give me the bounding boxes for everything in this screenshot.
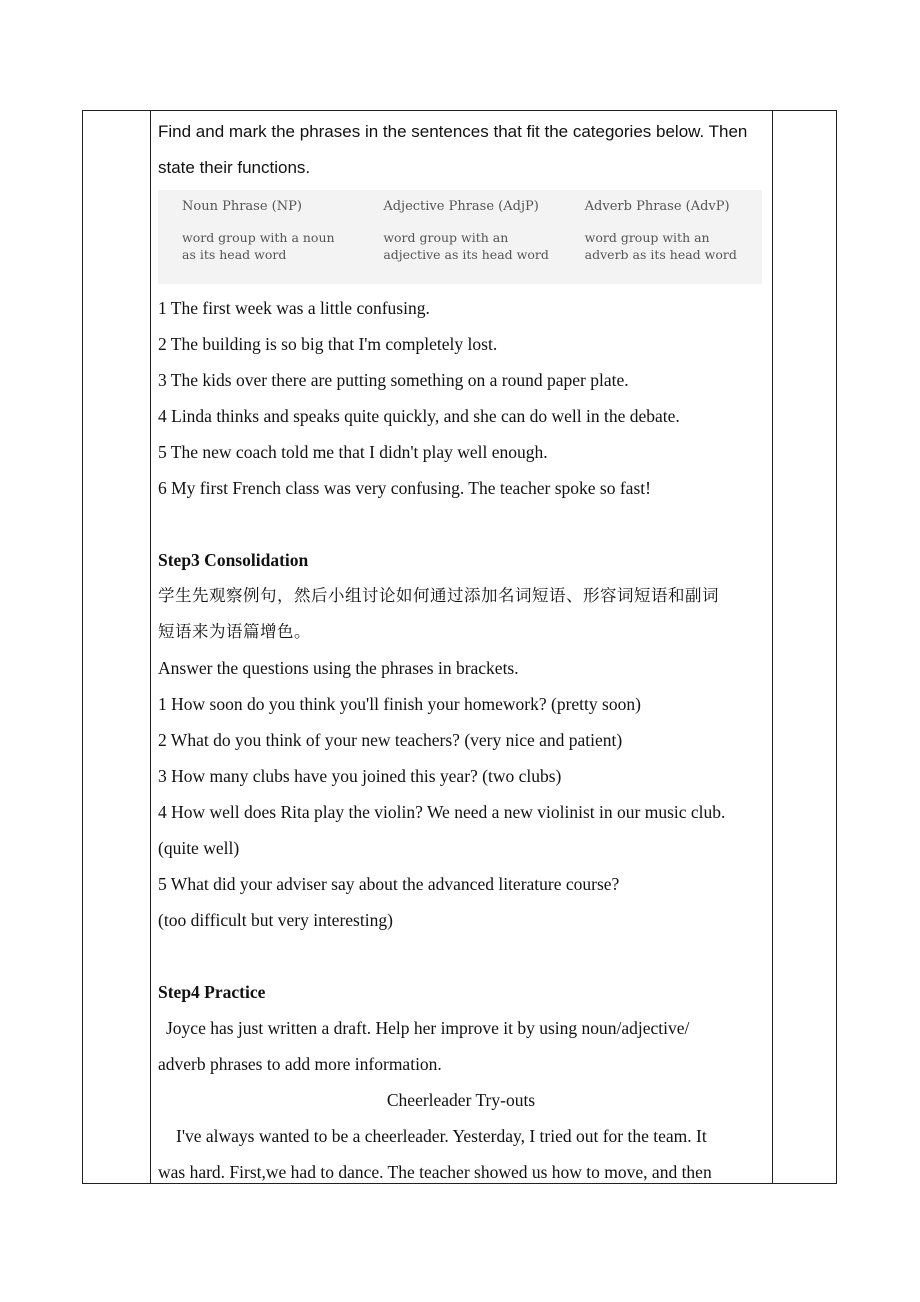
sentence-5: 5 The new coach told me that I didn't play well enough.	[158, 442, 548, 462]
question-2: 2 What do you think of your new teachers? (very nice and patient)	[158, 730, 623, 750]
category-definition: word group with a noun as its head word	[182, 230, 335, 262]
category-definition: word group with an adjective as its head word	[383, 230, 549, 262]
spacer	[158, 938, 764, 974]
category-title: Noun Phrase (NP)	[182, 199, 302, 214]
step4-instruction: Joyce has just written a draft. Help her improve it by using noun/adjective/	[166, 1018, 690, 1038]
question-4-cont: (quite well)	[158, 838, 240, 858]
right-column-divider	[772, 111, 773, 1183]
step3-cn-instruction-cont: 短语来为语篇增色。	[158, 622, 311, 641]
step3-cn-instruction: 学生先观察例句，然后小组讨论如何通过添加名词短语、形容词短语和副词	[158, 586, 719, 605]
category-noun-phrase	[158, 190, 359, 284]
step2-instruction-cont: state their functions.	[158, 158, 311, 177]
step2-instruction: Find and mark the phrases in the sentences that fit the categories below. Then	[158, 122, 748, 141]
sentence-2: 2 The building is so big that I'm completely lost.	[158, 334, 498, 354]
question-1: 1 How soon do you think you'll finish your homework? (pretty soon)	[158, 694, 641, 714]
category-adjective-phrase	[359, 190, 560, 284]
draft-title: Cheerleader Try-outs	[386, 1090, 536, 1110]
category-title: Adverb Phrase (AdvP)	[584, 199, 730, 214]
left-column-divider	[150, 111, 151, 1183]
category-title: Adjective Phrase (AdjP)	[383, 199, 539, 214]
question-5-cont: (too difficult but very interesting)	[158, 910, 393, 930]
phrase-categories-figure	[158, 190, 762, 284]
draft-line-1: I've always wanted to be a cheerleader. Yesterday, I tried out for the team. It	[176, 1126, 707, 1146]
question-5: 5 What did your adviser say about the advanced literature course?	[158, 874, 620, 894]
step4-heading: Step4 Practice	[158, 982, 266, 1002]
spacer	[158, 506, 764, 542]
sentence-3: 3 The kids over there are putting something on a round paper plate.	[158, 370, 629, 390]
sentence-6: 6 My first French class was very confusing. The teacher spoke so fast!	[158, 478, 651, 498]
category-adverb-phrase	[561, 190, 762, 284]
question-3: 3 How many clubs have you joined this year? (two clubs)	[158, 766, 562, 786]
sentence-4: 4 Linda thinks and speaks quite quickly, and she can do well in the debate.	[158, 406, 680, 426]
lesson-table	[82, 110, 837, 1184]
step3-instruction: Answer the questions using the phrases in brackets.	[158, 658, 519, 678]
draft-line-2: was hard. First,we had to dance. The teacher showed us how to move, and then	[158, 1162, 712, 1182]
step3-heading: Step3 Consolidation	[158, 550, 309, 570]
sentence-1: 1 The first week was a little confusing.	[158, 298, 430, 318]
question-4: 4 How well does Rita play the violin? We need a new violinist in our music club.	[158, 802, 726, 822]
lesson-content-cell	[158, 114, 764, 1190]
step4-instruction-cont: adverb phrases to add more information.	[158, 1054, 442, 1074]
category-definition: word group with an adverb as its head word	[584, 230, 737, 262]
